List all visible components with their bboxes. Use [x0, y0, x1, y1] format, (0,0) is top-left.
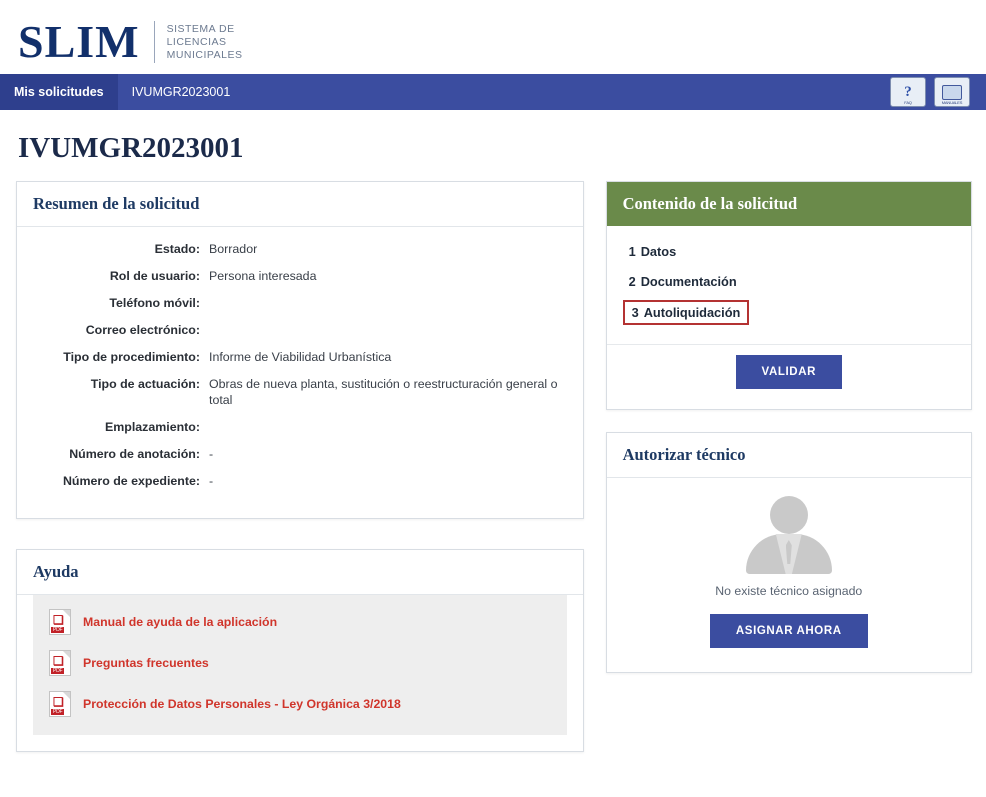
- pdf-icon-glyph: ❏: [53, 613, 64, 627]
- summary-row: [33, 419, 567, 435]
- avatar: [743, 496, 835, 574]
- request-content-panel: [606, 181, 972, 410]
- summary-row: [33, 322, 567, 338]
- step-item-documentacion[interactable]: [623, 270, 743, 293]
- brand-subtitle-line-3: MUNICIPALES: [166, 48, 243, 61]
- summary-label-estado: Estado:: [154, 242, 200, 256]
- summary-label-tipo-procedimiento: Tipo de procedimiento:: [63, 350, 200, 364]
- list-item[interactable]: [49, 609, 551, 635]
- technician-empty-text: No existe técnico asignado: [715, 584, 863, 598]
- help-links-box: [33, 595, 567, 735]
- summary-value-rol-usuario: Persona interesada: [209, 269, 317, 283]
- help-panel-header: [17, 550, 583, 595]
- left-column: [16, 181, 584, 752]
- manuals-icon[interactable]: [934, 77, 970, 107]
- summary-row: [33, 446, 567, 462]
- summary-row: [33, 349, 567, 365]
- step-number-3: 3: [631, 305, 639, 320]
- main-content: [0, 165, 986, 752]
- summary-value-numero-expediente: -: [209, 474, 214, 488]
- pdf-icon: [49, 691, 71, 717]
- breadcrumb-item-mis-solicitudes[interactable]: Mis solicitudes: [0, 74, 118, 110]
- step-label-datos: Datos: [640, 244, 677, 259]
- validate-button-area: [607, 344, 971, 409]
- summary-label-numero-expediente: Número de expediente:: [62, 474, 200, 488]
- help-icon[interactable]: [890, 77, 926, 107]
- pdf-icon-label: PDF: [53, 668, 63, 674]
- validate-button[interactable]: VALIDAR: [736, 355, 842, 389]
- summary-panel: [16, 181, 584, 519]
- list-item[interactable]: [49, 650, 551, 676]
- step-item-datos[interactable]: [623, 240, 683, 263]
- summary-panel-header: [17, 182, 583, 227]
- summary-panel-title: Resumen de la solicitud: [33, 194, 200, 213]
- brand-subtitle: [167, 23, 243, 62]
- summary-value-tipo-procedimiento: Informe de Viabilidad Urbanística: [209, 350, 392, 364]
- help-panel-title: Ayuda: [33, 562, 79, 581]
- request-content-header: [607, 182, 971, 226]
- summary-label-telefono-movil: Teléfono móvil:: [109, 296, 200, 310]
- pdf-icon-label: PDF: [53, 709, 63, 715]
- summary-label-correo-electronico: Correo electrónico:: [85, 323, 200, 337]
- list-item[interactable]: [49, 691, 551, 717]
- summary-value-tipo-actuacion: Obras de nueva planta, sustitución o reestructuración general o total: [209, 377, 558, 407]
- breadcrumb-item-current-request[interactable]: IVUMGR2023001: [131, 85, 231, 99]
- help-link-manual[interactable]: Manual de ayuda de la aplicación: [83, 615, 278, 629]
- page-title: IVUMGR2023001: [18, 132, 244, 164]
- pdf-icon: [49, 650, 71, 676]
- brand-header: [0, 0, 986, 74]
- summary-row: [33, 473, 567, 489]
- summary-value-estado: Borrador: [209, 242, 258, 256]
- right-column: [606, 181, 972, 673]
- summary-value-numero-anotacion: -: [209, 447, 214, 461]
- summary-label-tipo-actuacion: Tipo de actuación:: [90, 377, 200, 391]
- step-number-2: 2: [628, 274, 636, 289]
- help-link-data-protection[interactable]: Protección de Datos Personales - Ley Orgánica 3/2018: [83, 697, 401, 711]
- manuals-icon-glyph: [942, 85, 962, 100]
- avatar-head: [770, 496, 808, 534]
- pdf-icon-glyph: ❏: [53, 654, 64, 668]
- brand-divider: [154, 21, 155, 63]
- breadcrumb-navbar: [0, 74, 986, 110]
- help-panel: [16, 549, 584, 752]
- technician-panel: [606, 432, 972, 673]
- pdf-icon-glyph: ❏: [53, 695, 64, 709]
- summary-label-rol-usuario: Rol de usuario:: [109, 269, 200, 283]
- summary-value-emplazamiento: [209, 419, 567, 435]
- summary-label-numero-anotacion: Número de anotación:: [69, 447, 200, 461]
- help-icon-glyph: ?: [904, 83, 912, 100]
- help-icon-caption: FAQ: [904, 100, 912, 105]
- pdf-icon: [49, 609, 71, 635]
- brand-subtitle-line-2: LICENCIAS: [166, 35, 227, 48]
- pdf-icon-label: PDF: [53, 627, 63, 633]
- step-label-autoliquidacion: Autoliquidación: [643, 305, 741, 320]
- summary-row: [33, 295, 567, 311]
- step-item-autoliquidacion[interactable]: [623, 300, 750, 325]
- summary-label-emplazamiento: Emplazamiento:: [104, 420, 200, 434]
- summary-value-correo-electronico: [209, 322, 567, 338]
- step-number-1: 1: [628, 244, 636, 259]
- summary-row: [33, 376, 567, 408]
- navbar-icon-group: [890, 77, 970, 107]
- request-steps-list: [607, 226, 971, 336]
- summary-value-telefono-movil: [209, 295, 567, 311]
- technician-panel-body: [607, 478, 971, 672]
- request-content-title: Contenido de la solicitud: [622, 194, 798, 213]
- step-label-documentacion: Documentación: [640, 274, 737, 289]
- summary-row: [33, 268, 567, 284]
- summary-panel-body: [17, 227, 583, 518]
- technician-panel-header: [607, 433, 971, 478]
- assign-technician-button[interactable]: ASIGNAR AHORA: [710, 614, 868, 648]
- help-link-faq[interactable]: Preguntas frecuentes: [83, 656, 209, 670]
- brand-subtitle-line-1: SISTEMA DE: [166, 22, 235, 35]
- brand-logo-text: SLIM: [18, 16, 140, 67]
- technician-panel-title: Autorizar técnico: [622, 445, 746, 464]
- summary-row: [33, 241, 567, 257]
- manuals-icon-caption: MANUALES: [941, 100, 963, 105]
